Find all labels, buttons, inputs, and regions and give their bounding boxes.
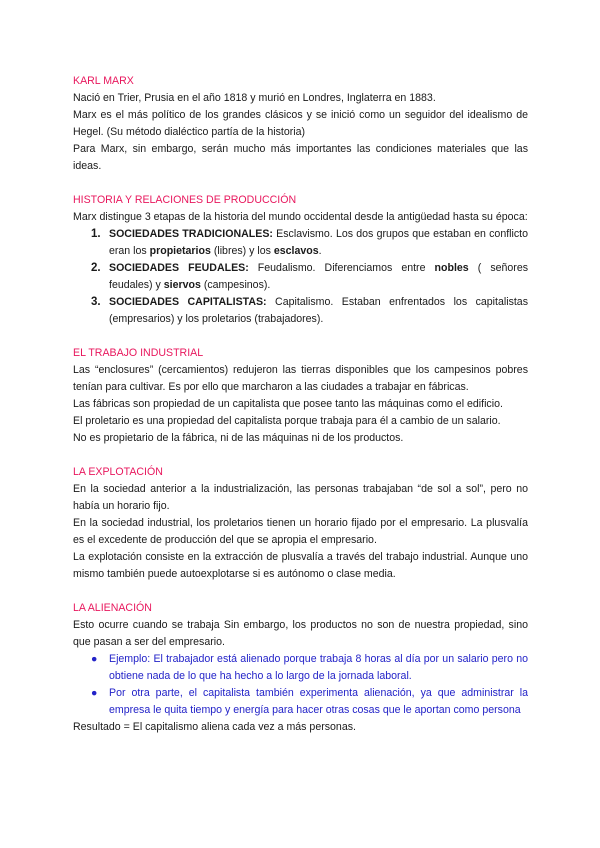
marx-paragraph-material: Para Marx, sin embargo, serán mucho más importantes las condiciones materiales que las ideas.	[73, 143, 528, 172]
heading-karl-marx: KARL MARX	[73, 75, 134, 87]
alienacion-bullet-list	[73, 651, 528, 719]
stage-text: (libres) y los	[210, 245, 274, 257]
explotacion-paragraph-industrial: En la sociedad industrial, los proletarios tienen un horario fijado por el empresario. La plusvalía es el excedente de producción del que se apropia el empresario.	[73, 517, 528, 546]
spacer	[73, 583, 528, 600]
stage-term: SOCIEDADES FEUDALES:	[109, 262, 249, 274]
stage-number: 3.	[91, 296, 101, 308]
heading-alienacion: LA ALIENACIÓN	[73, 602, 152, 614]
spacer	[73, 328, 528, 345]
stage-term: SOCIEDADES CAPITALISTAS:	[109, 296, 267, 308]
heading-explotacion: LA EXPLOTACIÓN	[73, 466, 163, 478]
document-body	[73, 73, 528, 736]
stage-bold: propietarios	[149, 245, 211, 257]
historia-intro: Marx distingue 3 etapas de la historia del mundo occidental desde la antigüedad hasta su época:	[73, 211, 528, 223]
stage-term: SOCIEDADES TRADICIONALES:	[109, 228, 273, 240]
stage-item	[73, 226, 528, 260]
stages-list	[73, 226, 528, 328]
bullet-dot-icon: ●	[91, 653, 98, 665]
stage-text: Capitalismo. Estaban enfrentados los capitalistas (empresarios) y los proletarios (trabajadores).	[109, 296, 528, 325]
stage-number: 2.	[91, 262, 101, 274]
stage-text: .	[318, 245, 322, 257]
stage-bold: siervos	[163, 279, 201, 291]
alienacion-bullet-text: Ejemplo: El trabajador está alienado porque trabaja 8 horas al día por un salario pero no obtiene nada de lo que ha hecho a lo largo de la jornada laboral.	[109, 653, 528, 682]
trabajo-paragraph-propietario: No es propietario de la fábrica, ni de las máquinas ni de los productos.	[73, 432, 404, 444]
stage-number: 1.	[91, 228, 101, 240]
marx-paragraph-hegel: Marx es el más político de los grandes clásicos y se inició como un seguidor del idealismo de Hegel. (Su método dialéctico partía de la historia)	[73, 109, 528, 138]
alienacion-bullet-text: Por otra parte, el capitalista también experimenta alienación, ya que administrar la empresa le quita tiempo y energía para hacer otras cosas que le aportan como persona	[109, 687, 528, 716]
trabajo-paragraph-fabricas: Las fábricas son propiedad de un capitalista que posee tanto las máquinas como el edificio.	[73, 398, 503, 410]
marx-paragraph-birth: Nació en Trier, Prusia en el año 1818 y murió en Londres, Inglaterra en 1883.	[73, 92, 436, 104]
stage-text: Feudalismo. Diferenciamos entre	[248, 262, 435, 274]
trabajo-paragraph-proletario: El proletario es una propiedad del capitalista porque trabaja para él a cambio de un salario.	[73, 415, 501, 427]
stage-text: Esclavismo. Los dos grupos que estaban en conflicto eran los	[109, 228, 528, 257]
alienacion-bullet	[73, 685, 528, 719]
stage-bold: nobles	[434, 262, 469, 274]
trabajo-paragraph-enclosures: Las “enclosures” (cercamientos) redujeron las tierras disponibles que los campesinos pobres tenían para cultivar. Es por ello que marcharon a las ciudades a trabajar en fábricas.	[73, 364, 528, 393]
stage-item	[73, 260, 528, 294]
stage-item	[73, 294, 528, 328]
heading-trabajo-industrial: EL TRABAJO INDUSTRIAL	[73, 347, 204, 359]
stage-text: ( señores feudales) y	[109, 262, 529, 291]
stage-bold: esclavos	[273, 245, 319, 257]
spacer	[73, 447, 528, 464]
explotacion-paragraph-plusvalia: La explotación consiste en la extracción de plusvalía a través del trabajo industrial. Aunque uno mismo también puede autoexplotarse si es autónomo o clase media.	[73, 551, 528, 580]
explotacion-paragraph-anterior: En la sociedad anterior a la industrialización, las personas trabajaban “de sol a sol”, pero no había un horario fijo.	[73, 483, 528, 512]
alienacion-bullet	[73, 651, 528, 685]
alienacion-result: Resultado = El capitalismo aliena cada vez a más personas.	[73, 721, 356, 733]
bullet-dot-icon: ●	[91, 687, 98, 699]
heading-historia: HISTORIA Y RELACIONES DE PRODUCCIÓN	[73, 194, 297, 206]
alienacion-paragraph: Esto ocurre cuando se trabaja Sin embargo, los productos no son de nuestra propiedad, sino que pasan a ser del empresario.	[73, 619, 528, 648]
spacer	[73, 175, 528, 192]
stage-text: (campesinos).	[200, 279, 271, 291]
